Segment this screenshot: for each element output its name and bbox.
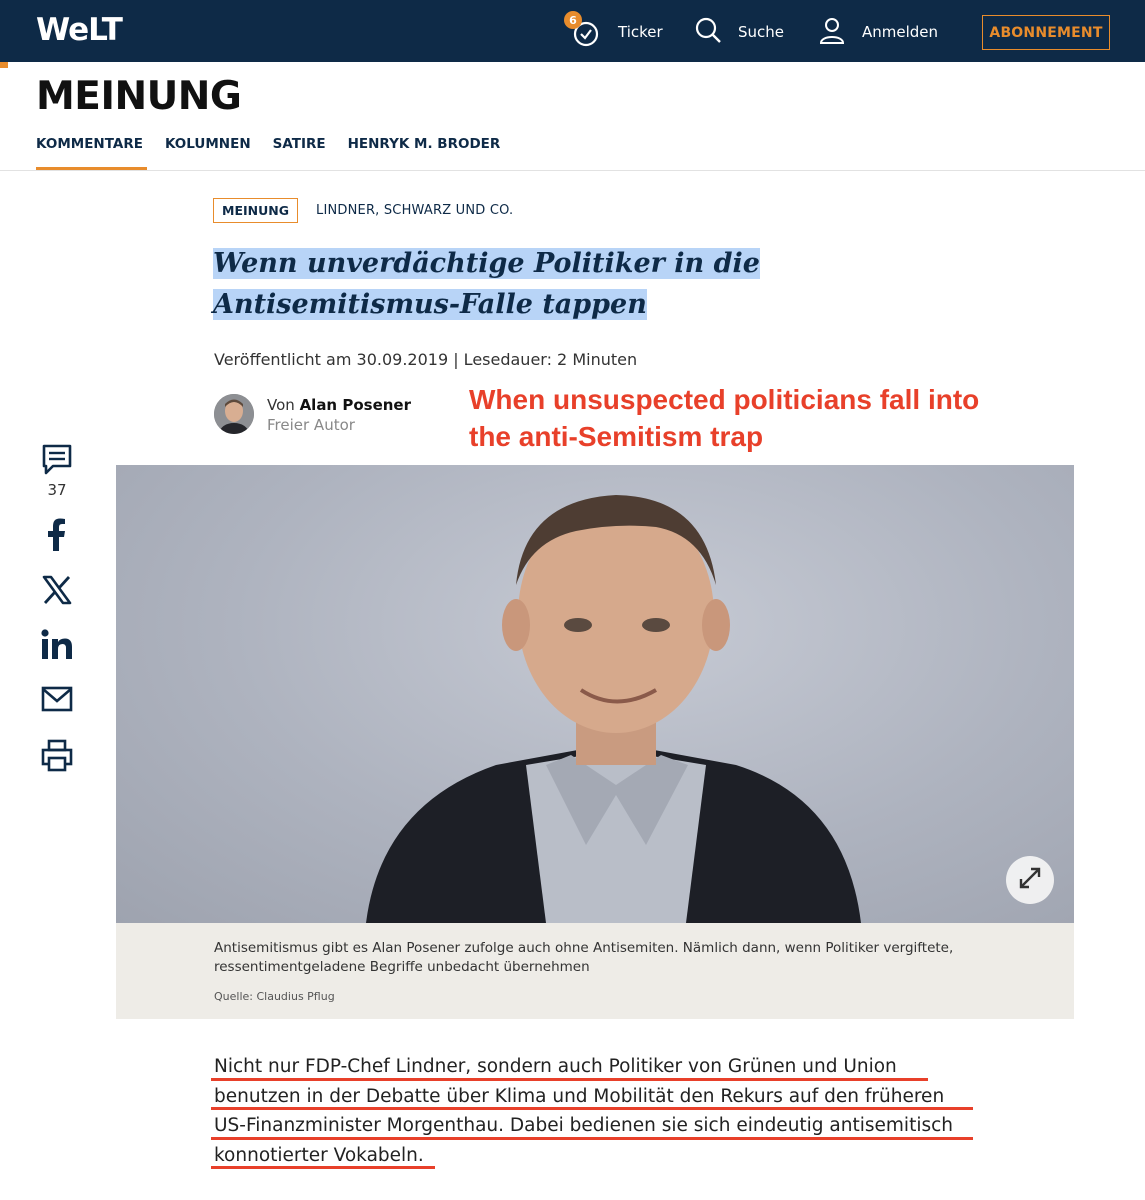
annotation-underline-1 [211,1078,928,1081]
share-x-button[interactable] [36,574,78,610]
section-subnav [36,136,500,152]
annotation-underline-4 [211,1166,435,1169]
login-label: Anmelden [862,23,939,41]
comment-button[interactable] [36,443,78,481]
section-divider [0,170,1145,171]
author-portrait-image[interactable] [116,465,1074,923]
article-headline [213,243,978,325]
image-caption: Antisemitismus gibt es Alan Posener zufolge auch ohne Antisemiten. Nämlich dann, wenn Politiker vergiftete, ressentimentgeladene Begriffe unbedacht übernehmen [214,940,954,975]
body-line-2: benutzen in der Debatte über Klima und Mobilität den Rekurs auf den früheren [214,1085,945,1107]
ticker-label: Ticker [618,23,663,41]
share-mail-button[interactable] [36,685,78,719]
linkedin-icon [40,628,74,666]
headline-text: Wenn unverdächtige Politiker in die Antisemitismus-Falle tappen [213,248,760,320]
comment-count: 37 [47,481,67,499]
search-icon [694,16,722,48]
share-facebook-button[interactable] [36,518,78,556]
user-icon [818,16,846,48]
body-line-4: konnotierter Vokabeln. [214,1144,424,1166]
mail-icon [40,685,74,719]
ticker-icon [566,14,602,50]
kicker-topic[interactable]: LINDNER, SCHWARZ UND CO. [316,203,514,218]
search-button[interactable] [694,14,784,50]
share-linkedin-button[interactable] [36,628,78,666]
author-byline [267,396,411,414]
author-prefix: Von [267,396,295,414]
login-button[interactable] [818,14,938,50]
print-button[interactable] [36,739,78,777]
ticker-button[interactable] [566,14,663,50]
annotation-underline-3 [211,1137,973,1140]
accent-marker [0,62,8,68]
author-role: Freier Autor [267,416,355,434]
ticker-badge: 6 [564,11,582,29]
kicker-badge[interactable]: MEINUNG [213,198,298,223]
author-avatar[interactable] [214,394,254,434]
top-navigation-bar [0,0,1145,62]
comment-icon [40,443,74,481]
body-line-1: Nicht nur FDP-Chef Lindner, sondern auch Politiker von Grünen und Union [214,1056,897,1077]
article-body [214,1052,1004,1170]
translation-annotation: When unsuspected politicians fall into the anti-Semitism trap [469,384,980,452]
section-title: MEINUNG [36,74,242,119]
subscribe-button[interactable]: ABONNEMENT [982,15,1110,50]
print-icon [40,739,74,777]
tab-henryk-m-broder[interactable]: HENRYK M. BRODER [347,136,501,152]
author-name[interactable]: Alan Posener [299,396,411,414]
expand-image-button[interactable] [1006,856,1054,904]
tab-kolumnen[interactable]: KOLUMNEN [164,136,251,152]
portrait-photo [116,465,1074,923]
facebook-icon [40,518,74,556]
image-caption-box [116,923,1074,1019]
body-line-3: US-Finanzminister Morgenthau. Dabei bedienen sie sich eindeutig antisemitisch [214,1115,953,1136]
tab-kommentare[interactable]: KOMMENTARE [36,136,143,152]
article-meta: Veröffentlicht am 30.09.2019 | Lesedauer: 2 Minuten [214,350,638,369]
annotation-underline-2 [211,1107,973,1110]
expand-icon [1017,865,1043,895]
x-icon [41,574,73,610]
tab-satire[interactable]: SATIRE [272,136,326,152]
welt-logo[interactable]: WeLT [36,12,122,48]
image-source: Quelle: Claudius Pflug [214,990,335,1003]
search-label: Suche [738,23,785,41]
